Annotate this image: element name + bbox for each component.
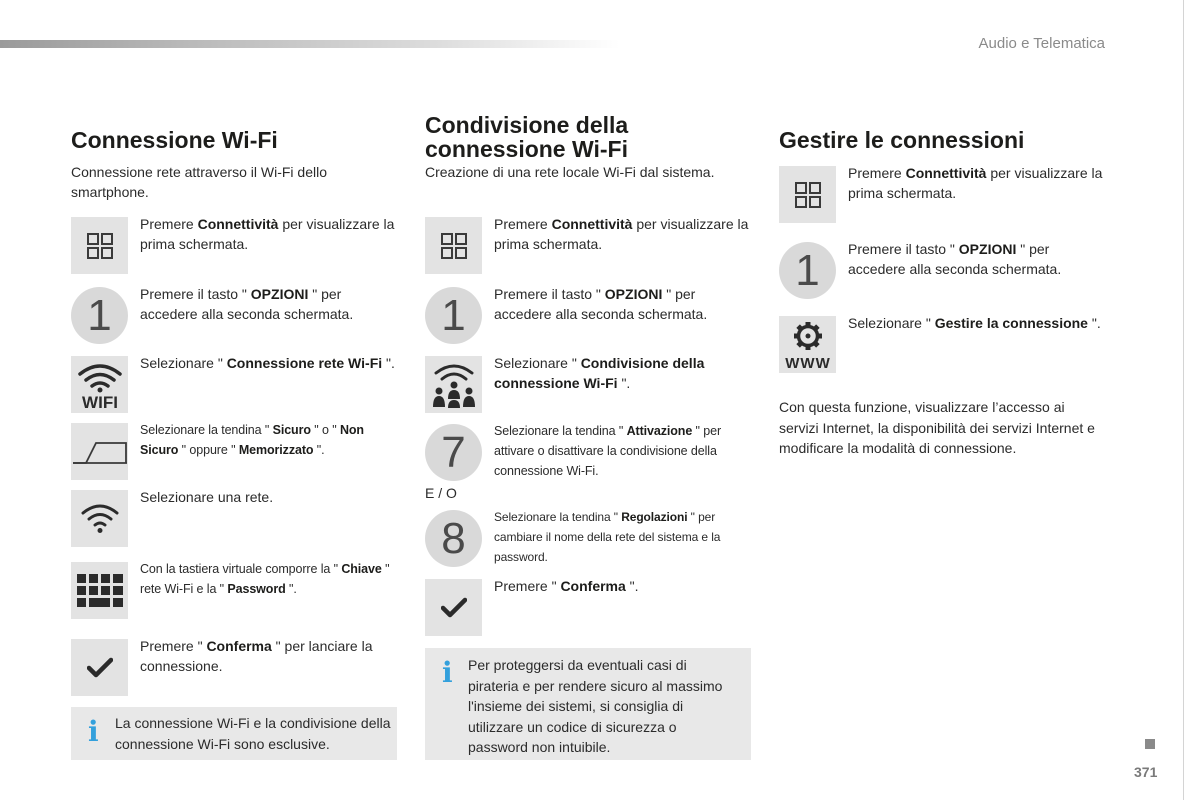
step-text-segment: Premere [494,216,552,232]
info-icon: i [88,715,99,748]
step-text [140,284,402,324]
step-text [140,559,402,599]
page-edge-rule [1183,0,1184,800]
step-text [494,576,756,596]
step-text [494,421,756,481]
step-text-emphasis: Connettività [197,216,279,232]
grid-icon [779,166,836,223]
info-note [71,707,397,760]
column-wifi-connection [71,0,401,800]
step-text-segment: Selezionare la tendina " [494,510,622,524]
step-text-segment: " rete Wi-Fi e la " [140,562,390,596]
step-text-segment: Selezionare " [140,355,227,371]
column-title: Gestire le connessioni [779,127,1025,153]
step-text-segment: Con la tastiera virtuale comporre la " [140,562,342,576]
step-text-emphasis: Gestire la connessione [934,315,1088,331]
step-text [848,163,1110,203]
step-number-badge: 1 [425,287,482,344]
step-text-segment: Premere il tasto " [848,241,959,257]
step-text [848,313,1110,333]
step-text-segment: ". [313,443,325,457]
step-text-segment: per visualizzare la prima schermata. [140,216,395,252]
step-number-badge: 1 [779,242,836,299]
info-icon: i [442,656,453,689]
step-text-emphasis: OPZIONI [958,241,1017,257]
step-text-segment: " oppure " [178,443,239,457]
step-text-segment: " per accedere alla seconda schermata. [140,286,354,322]
step-text-segment: Selezionare una rete. [140,489,274,505]
step-text-emphasis: Chiave [341,562,382,576]
info-note [425,648,751,760]
step-text-segment: ". [625,578,639,594]
step-text-segment: ". [1087,315,1101,331]
page-marker [1145,739,1155,749]
grid-icon [71,217,128,274]
step-text-segment: " per accedere alla seconda schermata. [494,286,708,322]
step-text-segment: " per attivare o disattivare la condivisione della connessione Wi-Fi. [494,424,722,478]
step-text-segment: ". [382,355,395,371]
step-text-emphasis: Connessione rete Wi-Fi [226,355,383,371]
step-number-badge: 1 [71,287,128,344]
step-text-segment: Premere " [140,638,207,654]
step-text-emphasis: Connettività [905,165,987,181]
column-title: Connessione Wi-Fi [71,127,278,153]
checkmark-icon [71,639,128,696]
wifi-sharing-icon [425,356,482,413]
column-manage-connections [779,0,1109,800]
step-text [494,507,756,567]
step-text-segment: " per accedere alla seconda schermata. [848,241,1062,277]
step-text-segment: " per cambiare il nome della rete del sistema e la password. [494,510,721,564]
step-text-segment: Premere [140,216,198,232]
step-text-emphasis: OPZIONI [604,286,663,302]
step-text-segment: " o " [310,423,340,437]
column-wifi-sharing [425,0,755,800]
info-text: Per proteggersi da eventuali casi di pirateria e per rendere sicuro al massimo l'insieme dei sistemi, si consiglia di utilizzare un codice di sicurezza o password non intuibile. [468,657,723,755]
step-text-emphasis: Conferma [560,578,626,594]
section-label: Audio e Telematica [978,35,1105,52]
checkmark-icon [425,579,482,636]
step-text [494,284,756,324]
step-text-segment: Premere [848,165,906,181]
column-title: Condivisione della connessione Wi-Fi [425,112,629,162]
step-text-segment: ". [285,582,297,596]
column-intro: Creazione di una rete locale Wi-Fi dal sistema. [425,164,715,180]
step-text [140,636,402,676]
keyboard-icon [71,562,128,619]
step-number-badge: 7 [425,424,482,481]
step-text-emphasis: Connettività [551,216,633,232]
wifi-text-icon [71,356,128,413]
step-text [848,239,1110,279]
step-text [140,214,402,254]
step-text-segment: Premere il tasto " [494,286,605,302]
step-number-badge: 8 [425,510,482,567]
step-text-segment: " per lanciare la connessione. [140,638,373,674]
step-text-segment: Premere il tasto " [140,286,251,302]
step-text-segment: Premere " [494,578,561,594]
step-text-emphasis: Memorizzato [238,443,314,457]
step-text [140,487,402,507]
wifi-icon [71,490,128,547]
step-text-segment: per visualizzare la prima schermata. [494,216,749,252]
step-text [140,353,402,373]
step-text-segment: Selezionare la tendina " [494,424,627,438]
description-paragraph: Con questa funzione, visualizzare l’accesso ai servizi Internet, la disponibilità dei servizi Internet e modificare la modalità di connessione. [779,399,1095,456]
step-text-emphasis: Conferma [206,638,272,654]
step-text-emphasis: Condivisione della connessione Wi-Fi [494,355,705,391]
grid-icon [425,217,482,274]
step-text-emphasis: OPZIONI [250,286,309,302]
step-text-emphasis: Sicuro [272,423,311,437]
column-intro: Connessione rete attraverso il Wi-Fi dello smartphone. [71,164,327,200]
dropdown-tab-icon [71,423,128,480]
step-text-emphasis: Password [227,582,286,596]
or-separator: E / O [425,485,457,501]
info-text: La connessione Wi-Fi e la condivisione della connessione Wi-Fi sono esclusive. [115,715,391,752]
step-text-emphasis: Non Sicuro [140,423,364,457]
step-text-emphasis: Regolazioni [621,510,688,524]
step-text-segment: per visualizzare la prima schermata. [848,165,1103,201]
step-text [494,353,756,393]
step-text-segment: Selezionare " [494,355,581,371]
step-text-emphasis: Attivazione [626,424,693,438]
svg-text:WWW: WWW [784,354,831,370]
step-text [494,214,756,254]
page-number: 371 [1134,764,1158,780]
step-text-segment: ". [617,375,631,391]
gear-www-icon [779,316,836,373]
step-text-segment: Selezionare la tendina " [140,423,273,437]
step-text [140,420,402,460]
step-text-segment: Selezionare " [848,315,935,331]
svg-text:WIFI: WIFI [81,392,118,410]
